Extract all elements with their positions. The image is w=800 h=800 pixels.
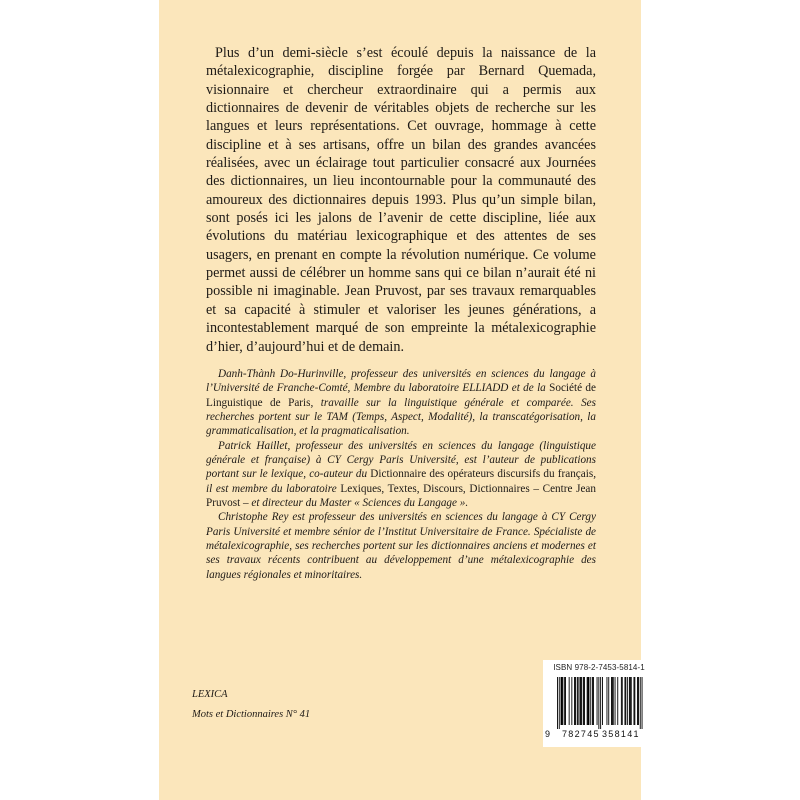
barcode-bar xyxy=(625,677,626,725)
barcode-bar xyxy=(602,677,603,725)
bio-segment: Lexiques, Textes, Discours, Dictionnaires – Centre Jean Pruvost xyxy=(206,482,596,510)
barcode-bar xyxy=(578,677,579,725)
barcode-digit: 5 xyxy=(608,729,614,739)
barcode-icon xyxy=(557,677,643,729)
barcode-bar xyxy=(642,677,643,729)
barcode-bar xyxy=(625,677,626,725)
barcode-bar xyxy=(593,677,594,725)
bio-segment: – et directeur du Master « Sciences du Langage ». xyxy=(240,497,469,510)
barcode-bar xyxy=(589,677,590,725)
barcode-bar xyxy=(617,677,618,725)
barcode-digit: 2 xyxy=(574,729,580,739)
author-bio xyxy=(206,367,596,439)
barcode-bar xyxy=(561,677,562,725)
barcode-bar xyxy=(612,677,613,725)
barcode-bar xyxy=(574,677,575,725)
barcode-bar xyxy=(569,677,570,725)
barcode-digit: 8 xyxy=(568,729,574,739)
barcode-bar xyxy=(622,677,623,725)
barcode-digit: 3 xyxy=(602,729,608,739)
barcode-bar xyxy=(608,677,609,725)
bio-segment: Société de Linguistique de Paris xyxy=(206,382,596,409)
barcode-bar xyxy=(577,677,578,725)
barcode-digit: 8 xyxy=(614,729,620,739)
bio-segment: Dictionnaire des opérateurs discursifs du français xyxy=(370,468,594,481)
barcode-bar xyxy=(613,677,614,725)
isbn-label: ISBN 978-2-7453-5814-1 xyxy=(553,663,645,672)
back-cover xyxy=(159,0,645,800)
barcode-bar xyxy=(580,677,581,725)
barcode-bar xyxy=(631,677,632,725)
barcode-bar xyxy=(615,677,616,725)
barcode-bar xyxy=(637,677,638,725)
barcode-bar xyxy=(557,677,558,729)
bio-segment: , travaille sur la linguistique générale et comparée. Ses recherches portent sur le TAM (Temps, Aspect, Modalité), la transcatégorisation, la grammaticalisation, et la pragmaticalisation. xyxy=(206,396,596,438)
barcode-digit: 4 xyxy=(627,729,633,739)
author-bio xyxy=(206,510,596,582)
bio-segment: Danh-Thành Do-Hurinville, professeur des universités en sciences du langage à l’Université de Franche-Comté, Membre du laboratoire ELLIADD et de la xyxy=(206,368,596,395)
barcode-bar xyxy=(588,677,589,725)
series-collection: Mots et Dictionnaires N° 41 xyxy=(192,709,311,720)
barcode-digit: 7 xyxy=(580,729,586,739)
barcode-bar xyxy=(597,677,598,725)
barcode-bar xyxy=(571,677,572,725)
isbn-barcode-block xyxy=(543,660,655,747)
barcode-bar xyxy=(580,677,581,725)
barcode-bar xyxy=(630,677,631,725)
barcode-bar xyxy=(629,677,630,725)
barcode-digit: 9 xyxy=(545,729,551,739)
barcode-bar xyxy=(611,677,612,725)
barcode-bar xyxy=(634,677,635,725)
barcode-bar xyxy=(583,677,584,725)
barcode-bar xyxy=(634,677,635,725)
barcode-digit: 1 xyxy=(633,729,639,739)
barcode-bar xyxy=(600,677,601,729)
bio-segment: Patrick Haillet, professeur des universités en sciences du langage (linguistique générale et française) à CY Cergy Paris Université, est l’auteur de publications portant sur le lexique, co-auteur du xyxy=(206,439,596,481)
author-bio xyxy=(206,439,596,511)
barcode-bar xyxy=(581,677,582,725)
barcode-bar xyxy=(621,677,622,725)
barcode-bar xyxy=(640,677,641,729)
barcode-bar xyxy=(564,677,565,725)
barcode-bar xyxy=(638,677,639,725)
barcode-digit: 5 xyxy=(593,729,599,739)
barcode-digit: 7 xyxy=(562,729,568,739)
bio-segment: Christophe Rey est professeur des universités en sciences du langage à CY Cergy Paris Université et membre sénior de l’Institut Universitaire de France. Spécialiste de métalexicographie, ses recherches portent sur les dictionnaires anciens et modernes et ses travaux récents contribuent au développement d’une métalexicographie des langues régionales et minoritaires. xyxy=(206,511,596,581)
series-name: LEXICA xyxy=(192,689,228,700)
barcode-bar xyxy=(575,677,576,725)
barcode-bar xyxy=(607,677,608,725)
barcode-bar xyxy=(598,677,599,729)
barcode-bar xyxy=(559,677,560,729)
author-bios xyxy=(206,367,596,582)
barcode-bar xyxy=(565,677,566,725)
barcode-digit: 1 xyxy=(620,729,626,739)
barcode-bar xyxy=(562,677,563,725)
barcode-bar xyxy=(587,677,588,725)
barcode-bar xyxy=(627,677,628,725)
barcode-bar xyxy=(584,677,585,725)
barcode-bar xyxy=(590,677,591,725)
bio-segment: , il est membre du laboratoire xyxy=(206,468,596,495)
barcode-bar xyxy=(592,677,593,725)
series-info xyxy=(192,685,310,725)
barcode-bar xyxy=(562,677,563,725)
summary-paragraph: Plus d’un demi-siècle s’est écoulé depuis la naissance de la métalexicographie, discipline forgée par Bernard Quemada, visionnaire et chercheur extraordinaire qui a permis aux dictionnaires de devenir de véritables objets de recherche sur les langues et leurs représentations. Cet ouvrage, hommage à cette discipline et à ses artisans, offre un bilan des grandes avancées réalisées, avec un éclairage tout particulier consacré aux Journées des dictionnaires, un lieu incontournable pour la communauté des amoureux des dictionnaires depuis 1993. Plus qu’un simple bilan, sont posés ici les jalons de l’avenir de cette discipline, liée aux évolutions du matériau lexicographique et des attentes de ses usagers, en prenant en compte la révolution numérique. Ce volume permet aussi de célébrer un homme sans qui ce bilan n’aurait été ni possible ni imaginable. Jean Pruvost, par ses travaux remarquables et sa capacité à stimuler et valoriser les jeunes générations, a incontestablement marqué de son empreinte la métalexicographie d’hier, d’aujourd’hui et de demain. xyxy=(206,45,596,355)
barcode-digit: 4 xyxy=(587,729,593,739)
